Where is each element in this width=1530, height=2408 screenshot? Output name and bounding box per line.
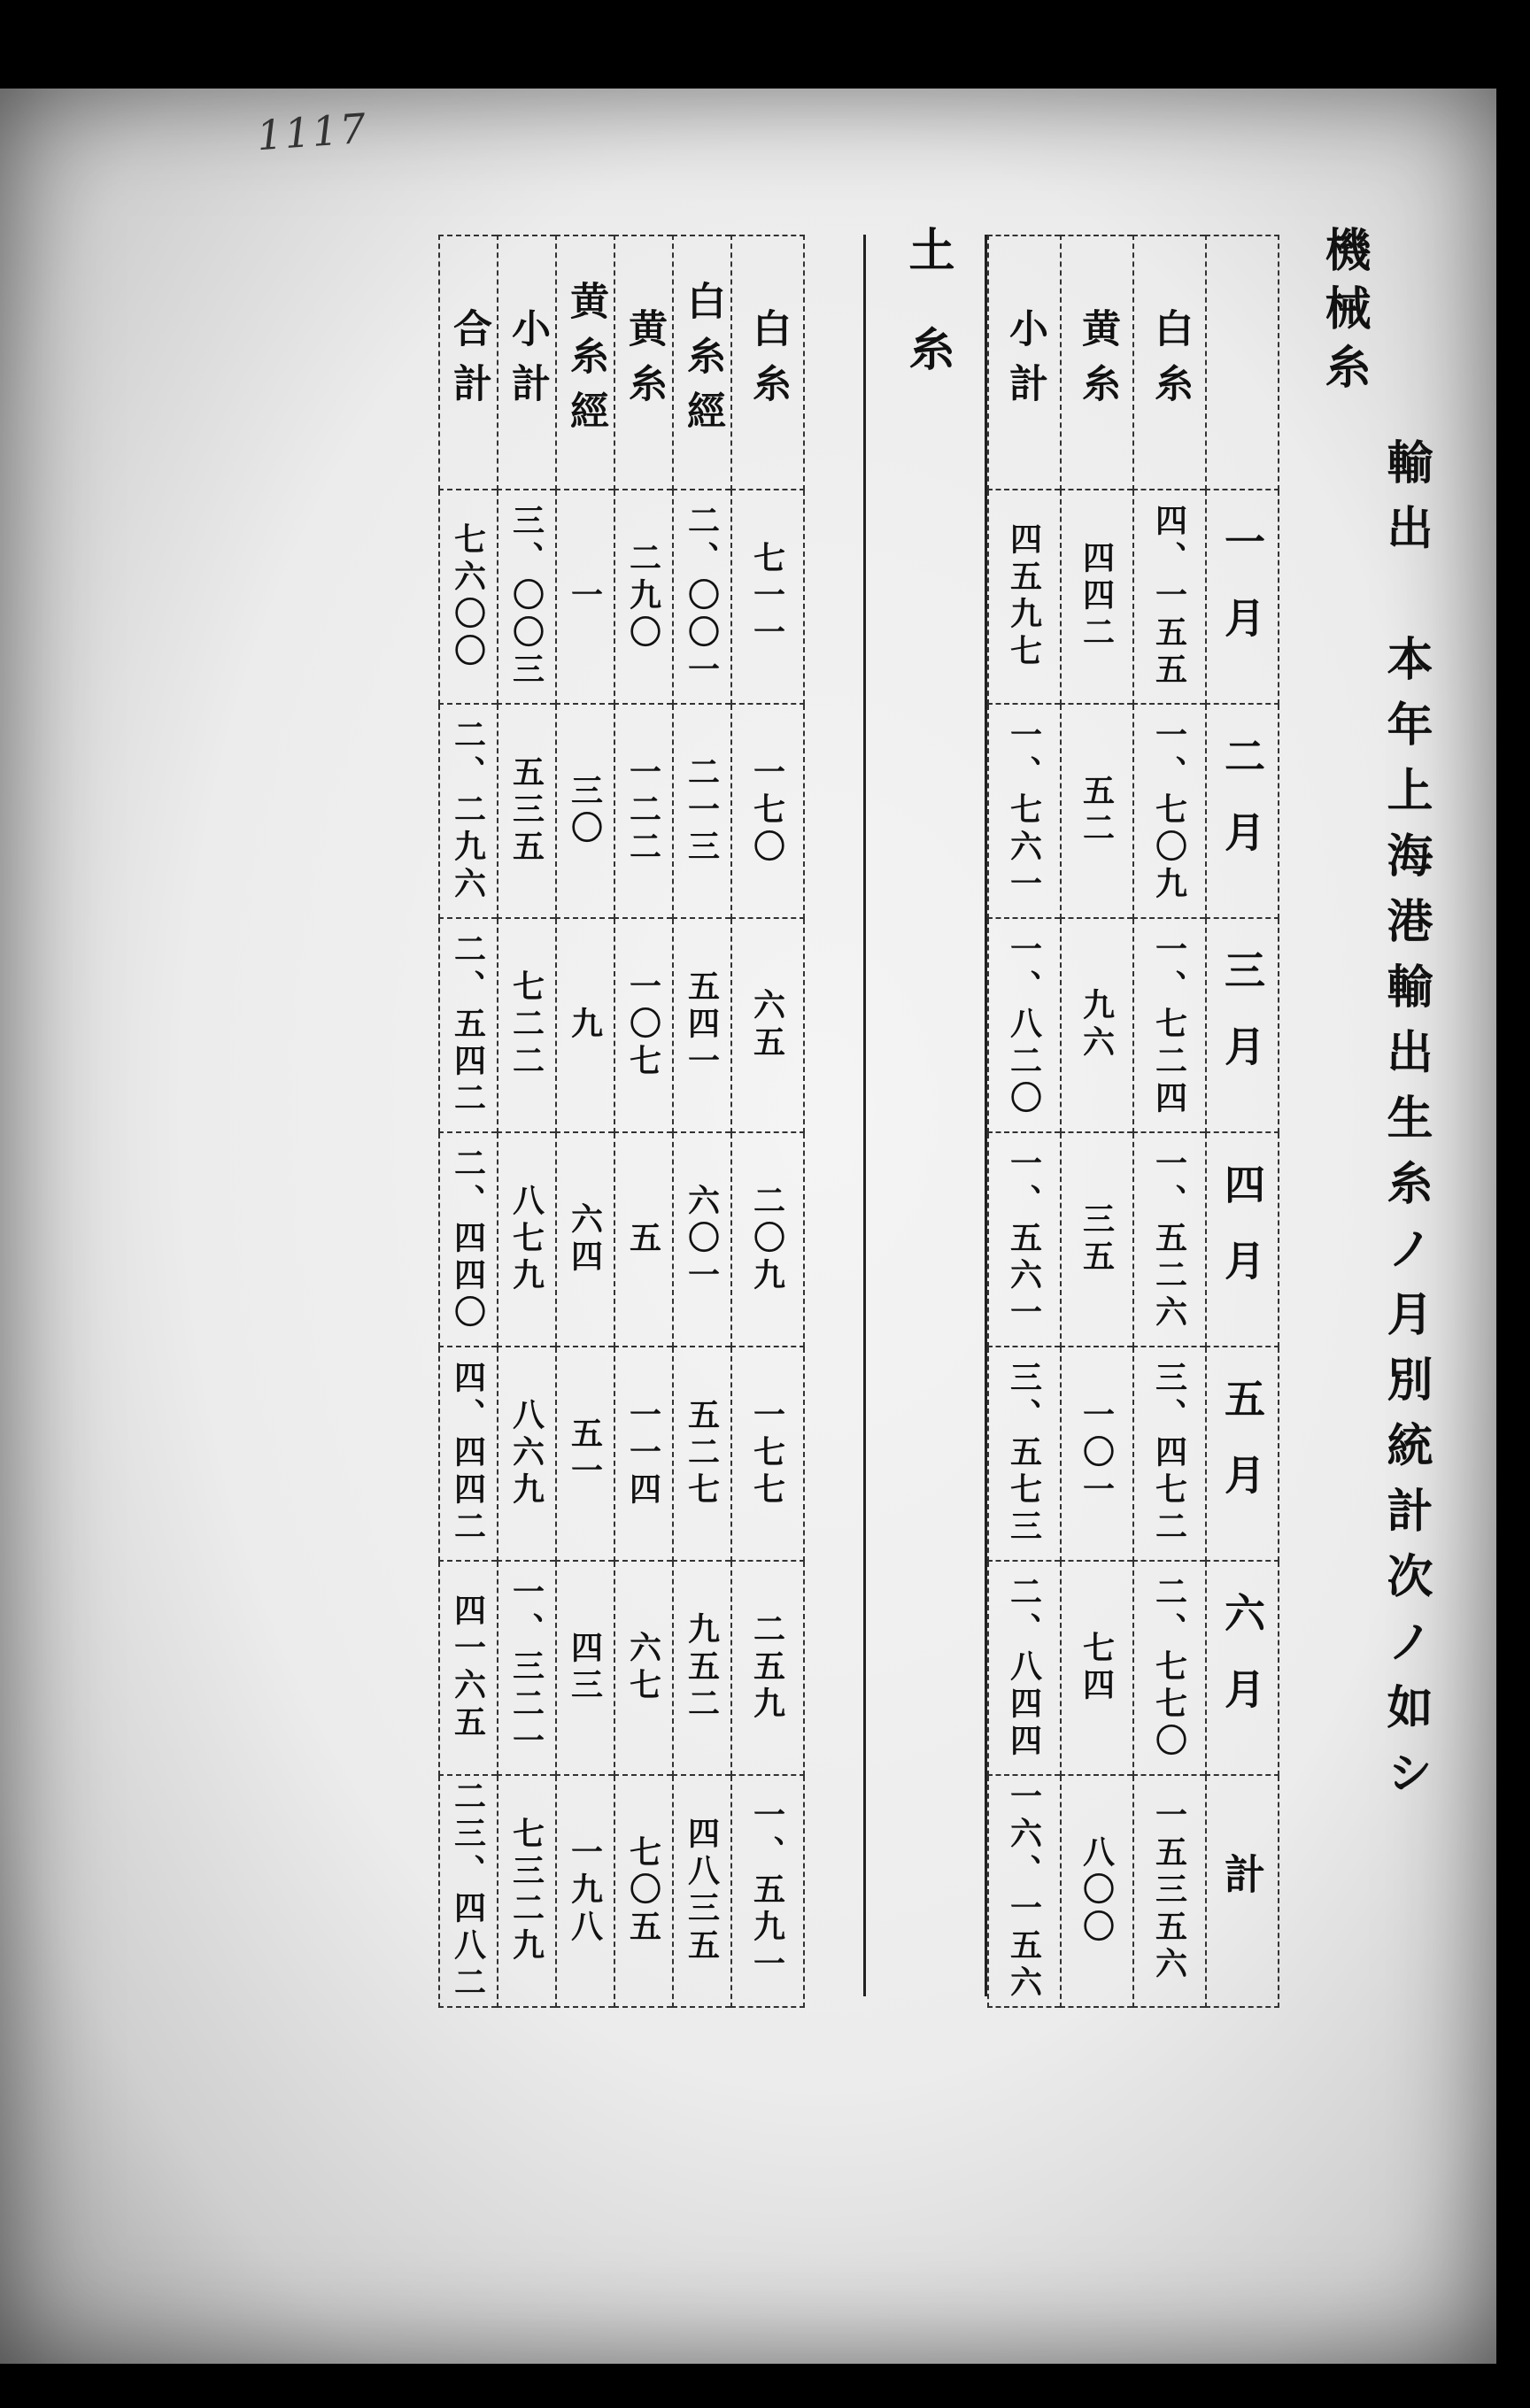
table-row [439, 235, 498, 2007]
table-cell: 三五 [1061, 1132, 1133, 1347]
table-cell: 一〇七 [614, 918, 673, 1132]
table-cell: 一、七〇九 [1133, 704, 1206, 918]
table-divider [985, 235, 987, 1996]
row-label: 黄糸 [1061, 235, 1133, 490]
column-header: 六月 [1206, 1561, 1279, 1775]
column-header: 三月 [1206, 918, 1279, 1132]
row-label: 合計 [439, 235, 498, 490]
table-cell: 八七九 [498, 1132, 556, 1347]
table-row [1061, 235, 1133, 2007]
table-divider [863, 235, 866, 1996]
table-cell: 五二 [1061, 704, 1133, 918]
row-label: 白糸 [731, 235, 804, 490]
column-header: 五月 [1206, 1347, 1279, 1561]
table-row [673, 235, 731, 2007]
table-cell: 二三、四八二 [439, 1775, 498, 2007]
table-cell: 七四 [1061, 1561, 1133, 1775]
table-cell: 一、三二一 [498, 1561, 556, 1775]
table-cell: 四八三五 [673, 1775, 731, 2007]
table-cell: 二、〇〇一 [673, 490, 731, 704]
table-cell: 三、四七二 [1133, 1347, 1206, 1561]
table-cell: 一〇一 [1061, 1347, 1133, 1561]
table-row [614, 235, 673, 2007]
table-cell: 五二七 [673, 1347, 731, 1561]
column-header: 四月 [1206, 1132, 1279, 1347]
table-cell: 一、八二〇 [988, 918, 1061, 1132]
table-cell: 五三五 [498, 704, 556, 918]
table-cell: 一、五二六 [1133, 1132, 1206, 1347]
table-cell: 四五九七 [988, 490, 1061, 704]
table-cell: 一七七 [731, 1347, 804, 1561]
table-cell: 四四二 [1061, 490, 1133, 704]
table-cell: 四三 [556, 1561, 614, 1775]
row-label: 小計 [988, 235, 1061, 490]
table-cell: 一七〇 [731, 704, 804, 918]
table-cell: 五一 [556, 1347, 614, 1561]
table-cell: 一、五九一 [731, 1775, 804, 2007]
table-row [731, 235, 804, 2007]
table-cell: 六七 [614, 1561, 673, 1775]
table-cell: 八〇〇 [1061, 1775, 1133, 2007]
table-cell: 七〇五 [614, 1775, 673, 2007]
table-cell: 七一一 [731, 490, 804, 704]
table-cell: 一六、一五六 [988, 1775, 1061, 2007]
page-folio: 1117 [255, 104, 369, 160]
table-cell: 九 [556, 918, 614, 1132]
table-row [556, 235, 614, 2007]
column-header: 二月 [1206, 704, 1279, 918]
table-cell: 四、一五五 [1133, 490, 1206, 704]
tsuchi-silk-table [438, 235, 805, 2008]
table-cell: 三、五七三 [988, 1347, 1061, 1561]
table-cell: 三、〇〇三 [498, 490, 556, 704]
section-label: 機械糸 [1317, 226, 1371, 401]
row-label: 白糸經 [673, 235, 731, 490]
table-cell: 五 [614, 1132, 673, 1347]
header-row [1206, 235, 1279, 2007]
table-cell: 九五二 [673, 1561, 731, 1775]
table-cell: 六五 [731, 918, 804, 1132]
table-cell: 一五三五六 [1133, 1775, 1206, 2007]
corner-cell [1206, 235, 1279, 490]
table-cell: 二、七七〇 [1133, 1561, 1206, 1775]
table-cell: 九六 [1061, 918, 1133, 1132]
machine-silk-table [987, 235, 1279, 2008]
table-cell: 八六九 [498, 1347, 556, 1561]
table-cell: 一 [556, 490, 614, 704]
row-label: 白糸 [1133, 235, 1206, 490]
table-cell: 二、八四四 [988, 1561, 1061, 1775]
table-cell: 一九八 [556, 1775, 614, 2007]
table-cell: 五四一 [673, 918, 731, 1132]
table-cell: 七三二九 [498, 1775, 556, 2007]
row-label: 黄糸經 [556, 235, 614, 490]
table-cell: 三〇 [556, 704, 614, 918]
table-cell: 七二二 [498, 918, 556, 1132]
table-cell: 二、二九六 [439, 704, 498, 918]
table-cell: 二、五四二 [439, 918, 498, 1132]
table-cell: 一、五六一 [988, 1132, 1061, 1347]
table-cell: 六〇一 [673, 1132, 731, 1347]
table-row [1133, 235, 1206, 2007]
table-row [498, 235, 556, 2007]
table-cell: 二九〇 [614, 490, 673, 704]
caption: 輸出 本年上海港輸出生糸ノ月別統計次ノ如シ [1379, 438, 1433, 1814]
table-cell: 一、七六一 [988, 704, 1061, 918]
table-cell: 一二二 [614, 704, 673, 918]
tsuchi-label: 土糸 [900, 226, 954, 424]
table-cell: 一一四 [614, 1347, 673, 1561]
column-header: 計 [1206, 1775, 1279, 2007]
column-header: 一月 [1206, 490, 1279, 704]
table-row [988, 235, 1061, 2007]
table-cell: 二〇九 [731, 1132, 804, 1347]
table-cell: 二、四四〇 [439, 1132, 498, 1347]
row-label: 黄糸 [614, 235, 673, 490]
table-cell: 一、七二四 [1133, 918, 1206, 1132]
table-cell: 二一三 [673, 704, 731, 918]
row-label: 小計 [498, 235, 556, 490]
table-cell: 二五九 [731, 1561, 804, 1775]
table-cell: 四一六五 [439, 1561, 498, 1775]
table-cell: 七六〇〇 [439, 490, 498, 704]
table-cell: 六四 [556, 1132, 614, 1347]
table-cell: 四、四四二 [439, 1347, 498, 1561]
